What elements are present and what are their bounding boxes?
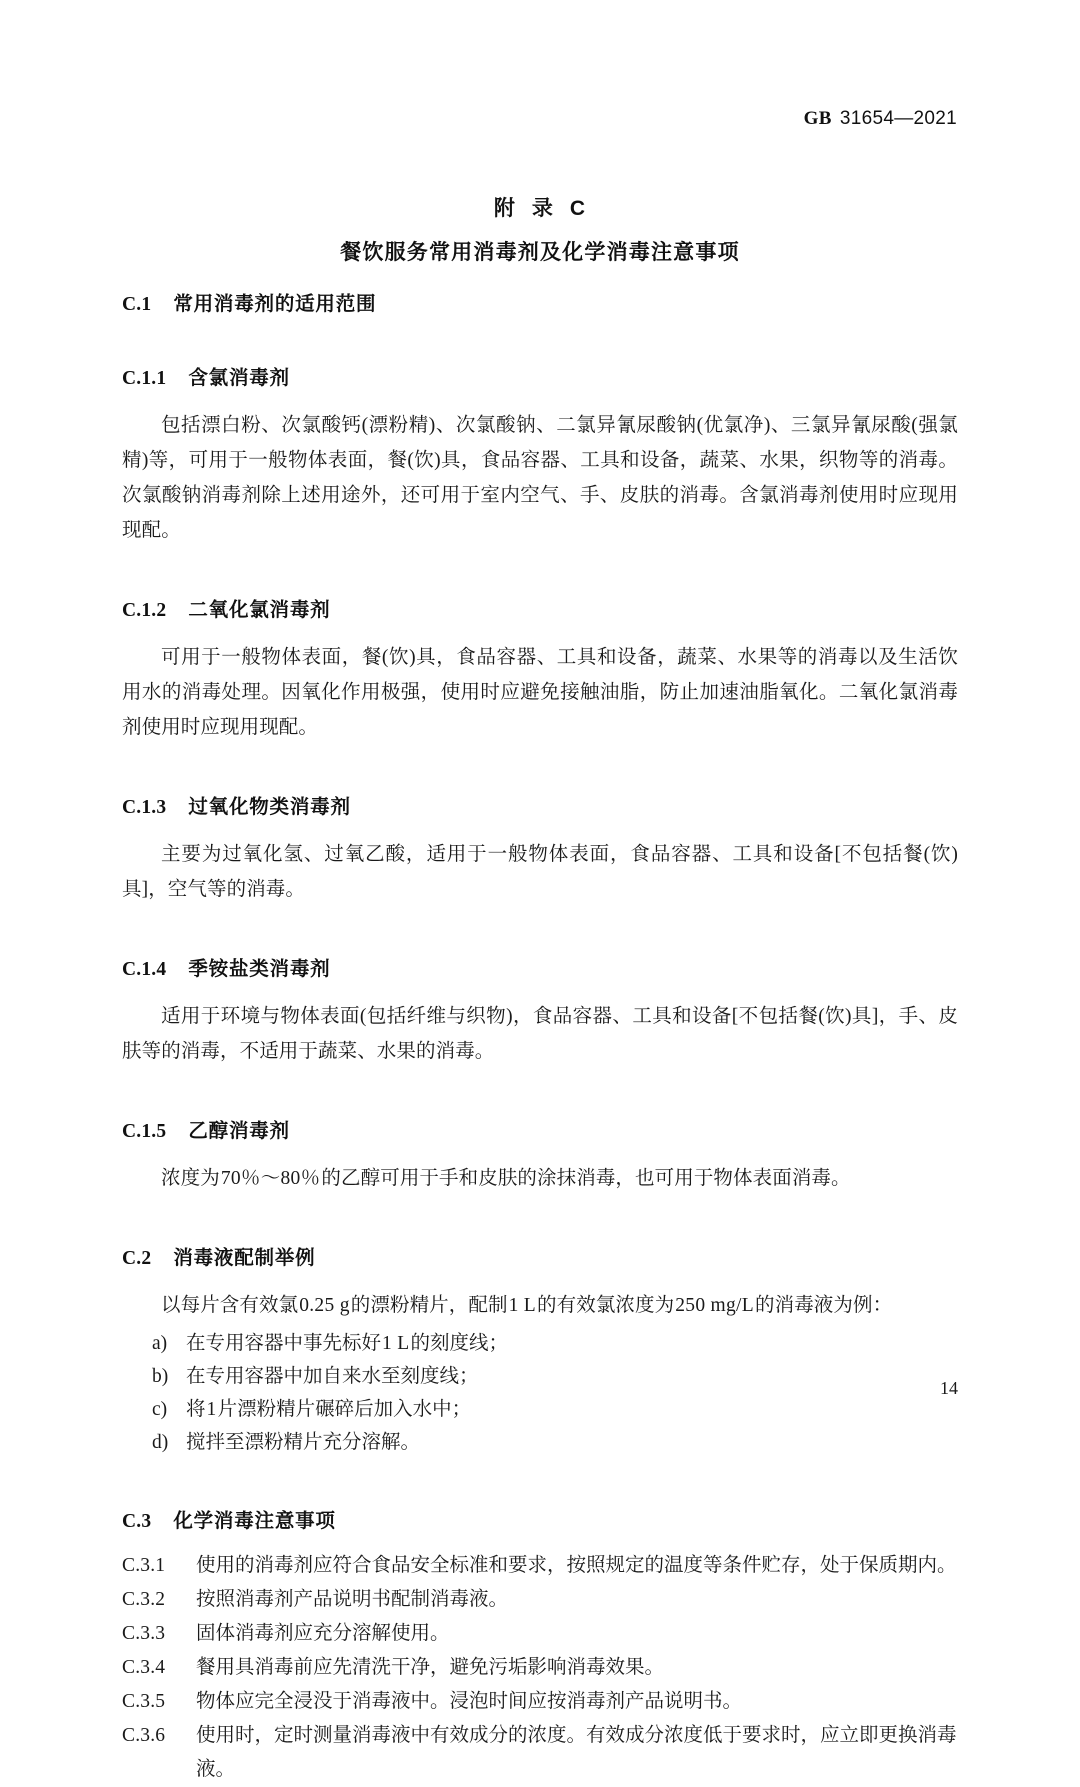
paragraph-c1-3: 主要为过氧化氢、过氧乙酸，适用于一般物体表面，食品容器、工具和设备[不包括餐(饮)具]，空气等的消毒。 [122,844,958,900]
heading-c1-1-number: C.1.1 [122,368,167,389]
clause-number: C.3.1 [122,1555,166,1576]
heading-c1-5-title: 乙醇消毒剂 [188,1120,290,1142]
heading-c1 [122,288,958,316]
standard-number: 31654—2021 [839,108,957,129]
heading-c1-3-number: C.1.3 [122,797,167,818]
heading-c2-title: 消毒液配制举例 [173,1247,316,1269]
annex-heading-block [0,192,1080,266]
list-item-text: 搅拌至漂粉精片充分溶解。 [186,1432,421,1453]
clause-c3-1 [122,1549,958,1583]
heading-c1-4 [122,953,958,981]
c2-available-chlorine-per-tablet: 0.25 g [299,1295,350,1316]
clause-text: 使用的消毒剂应符合食品安全标准和要求，按照规定的温度等条件贮存，处于保质期内。 [196,1555,957,1576]
annex-label-char-2: 录 [531,197,554,220]
heading-c1-2-title: 二氧化氯消毒剂 [188,599,331,621]
c2-step-list [122,1327,958,1459]
list-item-value: 1 L [382,1333,410,1354]
clause-c3-6 [122,1719,958,1787]
clause-number: C.3.6 [122,1725,166,1746]
list-item-text-part1: 将 [186,1399,206,1420]
annex-label-char-1: 附 [493,197,516,220]
paragraph-c2-intro [122,1288,958,1323]
paragraph-c1-5 [122,1161,958,1196]
list-item-text [186,1327,958,1360]
clause-number: C.3.4 [122,1657,166,1678]
c2-intro-part3: 的有效氯浓度为 [537,1295,675,1316]
heading-c2 [122,1242,958,1270]
c2-intro-part1: 以每片含有效氯 [161,1295,299,1316]
paragraph-c1-4: 适用于环境与物体表面(包括纤维与织物)，食品容器、工具和设备[不包括餐(饮)具]，手、皮肤等的消毒，不适用于蔬菜、水果的消毒。 [122,1006,958,1062]
heading-c3 [122,1505,958,1533]
heading-c1-3 [122,791,958,819]
clause-text: 餐用具消毒前应先清洗干净，避免污垢影响消毒效果。 [196,1657,665,1678]
list-item-text-part2: 的刻度线； [410,1333,508,1354]
list-item-value: 1 [206,1399,217,1420]
standard-prefix: GB [803,108,832,129]
list-item [122,1327,958,1360]
list-item-marker: d) [152,1432,169,1453]
list-item-marker: a) [152,1333,168,1354]
ethanol-concentration-value: 70％～80％ [220,1168,321,1189]
document-body [122,288,958,1787]
list-item [122,1360,958,1393]
heading-c1-4-title: 季铵盐类消毒剂 [188,958,331,980]
list-item-text: 在专用容器中加自来水至刻度线； [186,1366,479,1387]
heading-c1-5-number: C.1.5 [122,1121,167,1142]
list-item-text-part1: 在专用容器中事先标好 [186,1333,382,1354]
paragraph-c1-5-prefix: 浓度为 [161,1168,220,1189]
list-item-marker: c) [152,1399,168,1420]
clause-number: C.3.3 [122,1623,166,1644]
heading-c1-4-number: C.1.4 [122,959,167,980]
page-number: 14 [940,1378,958,1398]
list-item [122,1393,958,1426]
clause-number: C.3.2 [122,1589,166,1610]
clause-c3-4 [122,1651,958,1685]
paragraph-c1-5-suffix: 的乙醇可用于手和皮肤的涂抹消毒，也可用于物体表面消毒。 [321,1168,851,1189]
paragraph-c1-1: 包括漂白粉、次氯酸钙(漂粉精)、次氯酸钠、二氯异氰尿酸钠(优氯净)、三氯异氰尿酸(强氯精)等，可用于一般物体表面，餐(饮)具，食品容器、工具和设备，蔬菜、水果，织物等的消毒。次氯酸钠消毒剂除上述用途外，还可用于室内空气、手、皮肤的消毒。含氯消毒剂使用时应现用现配。 [122,415,958,541]
c2-intro-part2: 的漂粉精片，配制 [350,1295,508,1316]
clause-text: 物体应完全浸没于消毒液中。浸泡时间应按消毒剂产品说明书。 [196,1691,743,1712]
c3-clause-list [122,1549,958,1787]
clause-c3-2 [122,1583,958,1617]
heading-c2-number: C.2 [122,1248,152,1269]
c2-intro-part4: 的消毒液为例： [755,1295,893,1316]
clause-text: 按照消毒剂产品说明书配制消毒液。 [196,1589,509,1610]
c2-target-concentration: 250 mg/L [675,1295,754,1316]
heading-c1-2 [122,594,958,622]
list-item-text-part2: 片漂粉精片碾碎后加入水中； [217,1399,472,1420]
list-item-marker: b) [152,1366,169,1387]
list-item [122,1426,958,1459]
heading-c1-3-title: 过氧化物类消毒剂 [188,796,351,818]
heading-c1-1 [122,362,958,390]
heading-c1-number: C.1 [122,294,152,315]
annex-title: 餐饮服务常用消毒剂及化学消毒注意事项 [340,241,740,264]
heading-c1-2-number: C.1.2 [122,600,167,621]
list-item-text [186,1393,958,1426]
running-header [804,108,958,130]
annex-label [0,192,1080,222]
heading-c1-1-title: 含氯消毒剂 [188,367,290,389]
annex-letter: C [569,197,587,220]
heading-c3-number: C.3 [122,1511,152,1532]
clause-c3-5 [122,1685,958,1719]
paragraph-c1-2: 可用于一般物体表面，餐(饮)具，食品容器、工具和设备，蔬菜、水果等的消毒以及生活饮用水的消毒处理。因氧化作用极强，使用时应避免接触油脂，防止加速油脂氧化。二氧化氯消毒剂使用时应现用现配。 [122,647,958,738]
clause-text: 使用时，定时测量消毒液中有效成分的浓度。有效成分浓度低于要求时，应立即更换消毒液。 [196,1725,957,1780]
heading-c1-title: 常用消毒剂的适用范围 [173,293,377,315]
heading-c3-title: 化学消毒注意事项 [173,1510,336,1532]
clause-text: 固体消毒剂应充分溶解使用。 [196,1623,450,1644]
clause-number: C.3.5 [122,1691,166,1712]
clause-c3-3 [122,1617,958,1651]
c2-volume: 1 L [508,1295,537,1316]
heading-c1-5 [122,1115,958,1143]
